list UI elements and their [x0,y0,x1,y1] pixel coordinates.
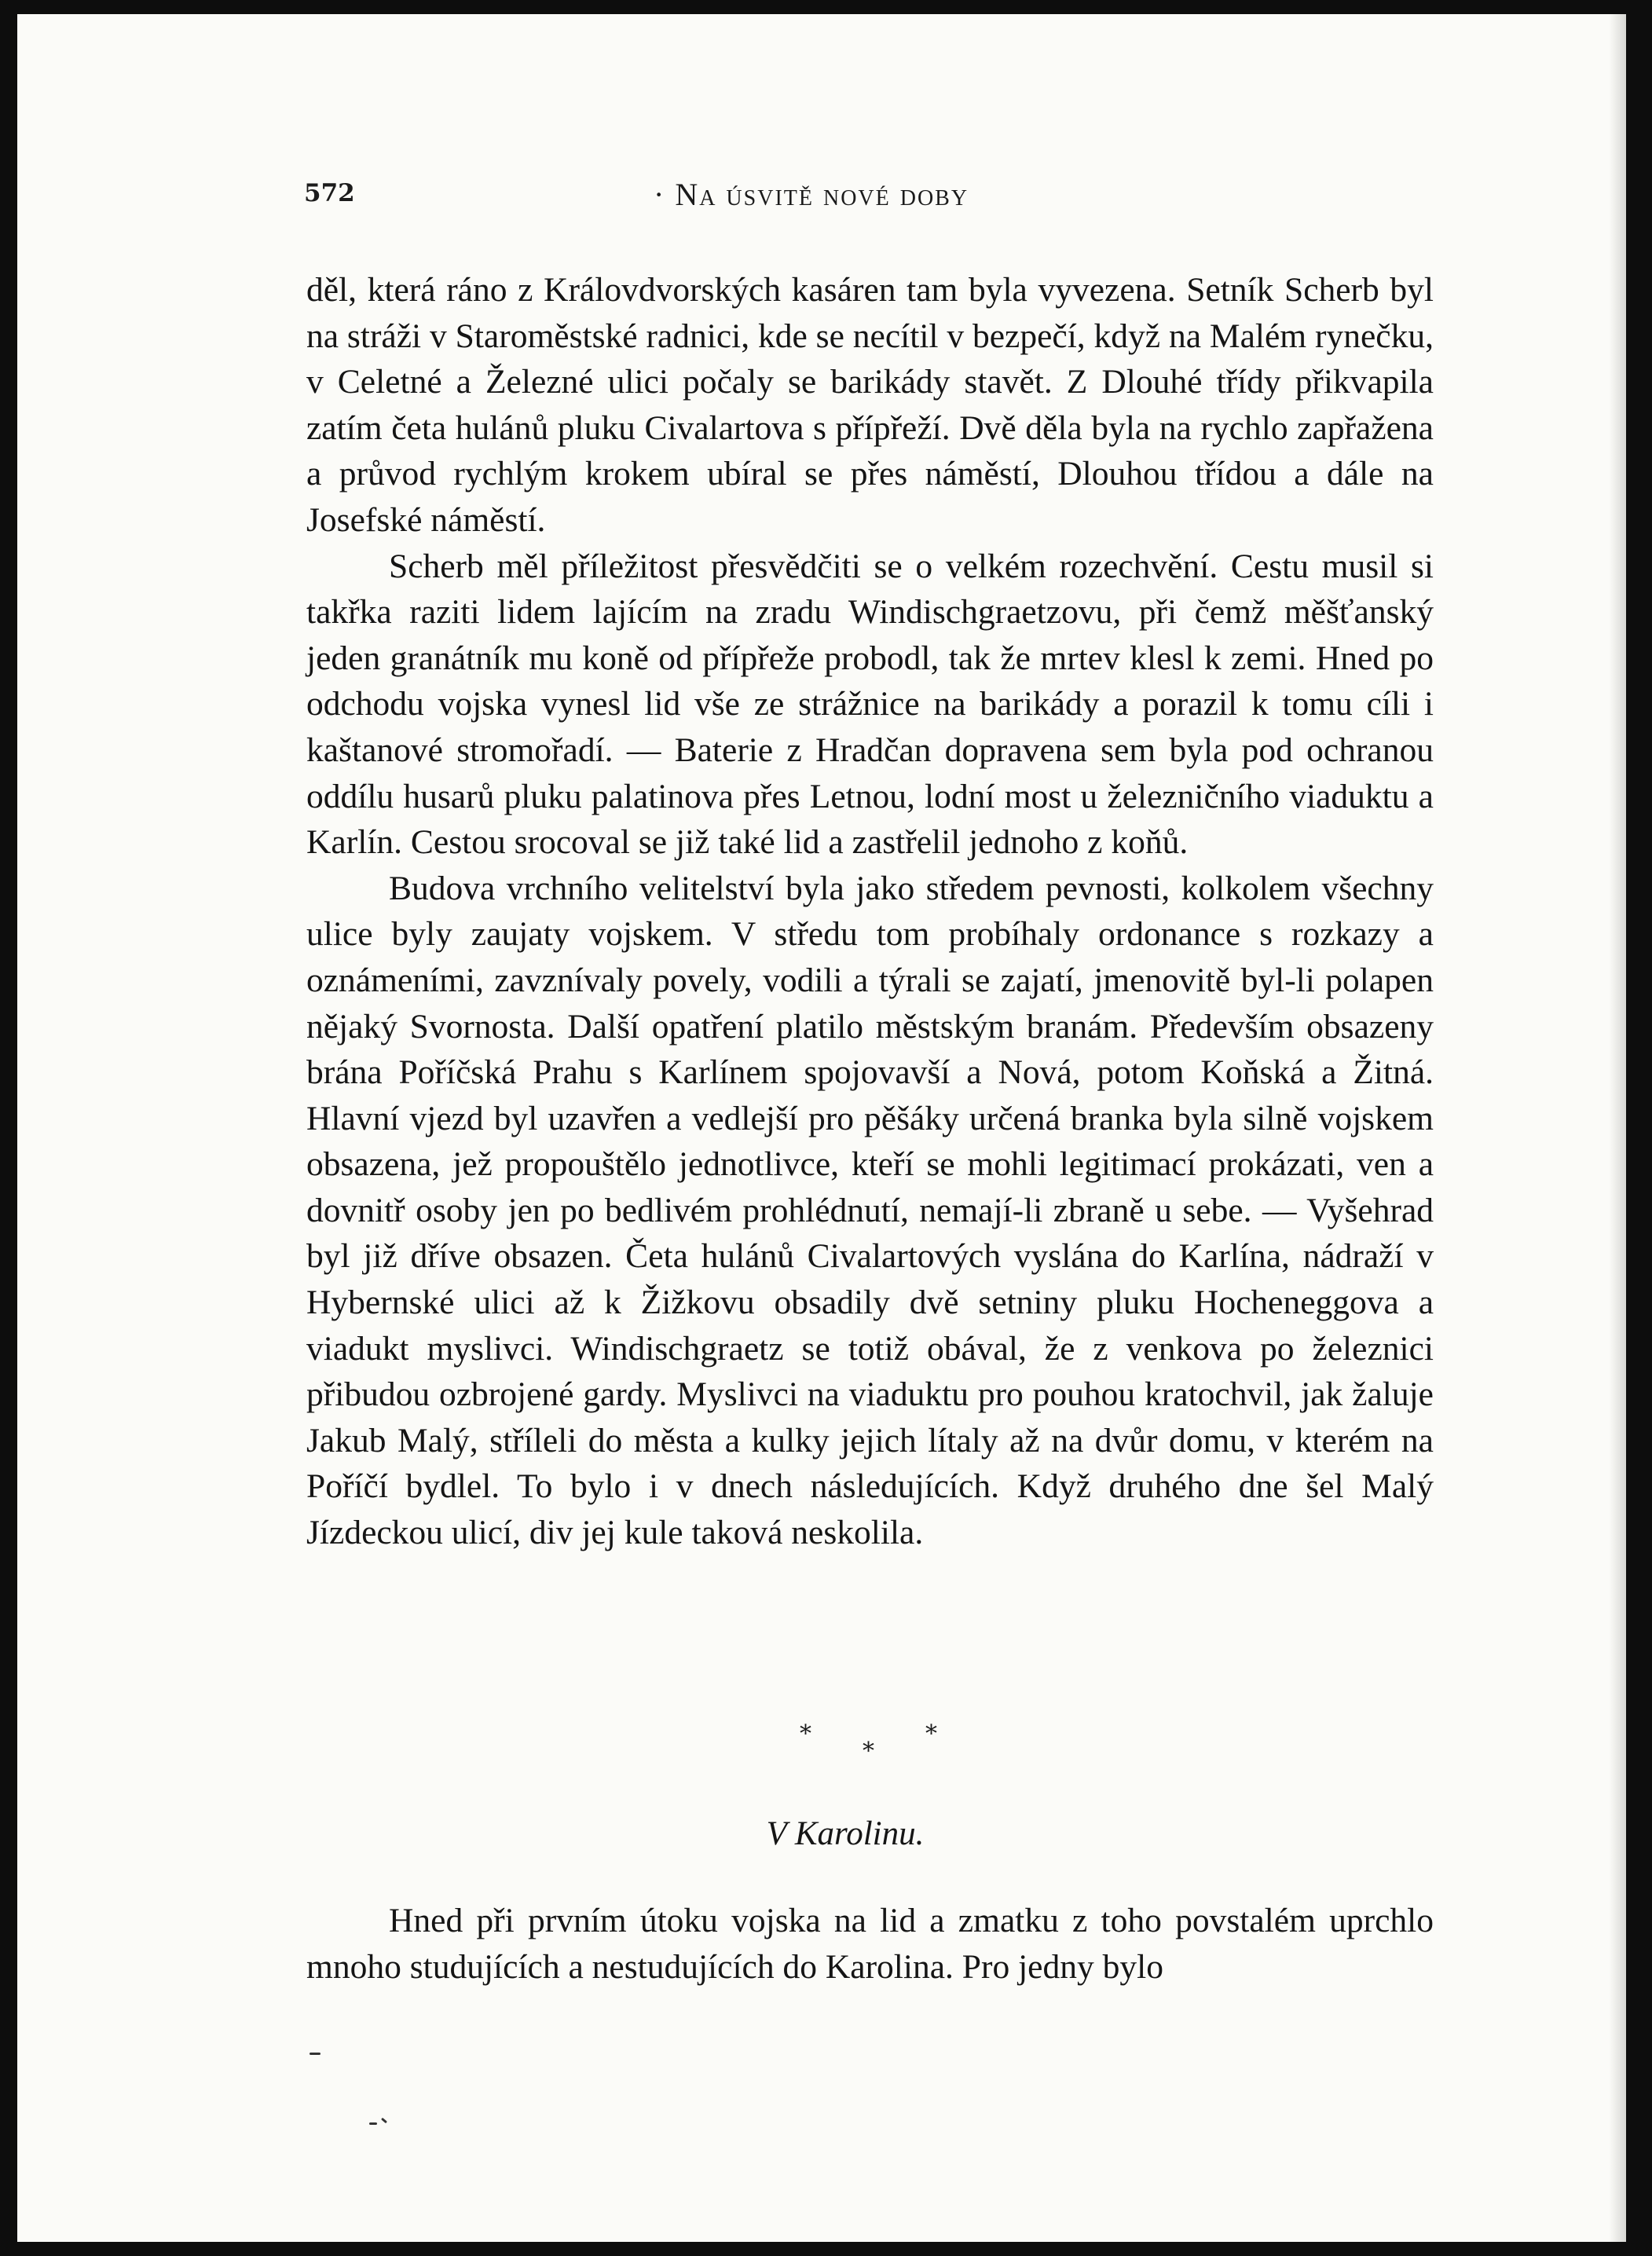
print-speck [381,2118,387,2123]
print-speck [369,2122,377,2125]
page-header [17,179,1626,226]
print-speck [310,2053,321,2055]
section-divider-asterism [771,1720,960,1775]
asterisk: * [925,1720,937,1748]
asterisk: * [863,1738,874,1765]
running-head: · Na úsvitě nové doby [654,177,969,212]
main-text [306,267,1434,1556]
book-page [17,14,1626,2242]
paragraph-2: Scherb měl příležitost přesvědčiti se o velkém rozechvění. Cestu musil si takřka raziti lidem lajícím na zradu Windischgraetzovu, při čemž měšťanský jeden granátník mu koně od přípřeže probodl, tak že mrtev klesl k zemi. Hned po odchodu vojska vynesl lid vše ze strážnice na barikády a porazil k tomu cíli i kaštanové stromořadí. — Baterie z Hradčan dopravena sem byla pod ochranou oddílu husarů pluku palatinova přes Letnou, lodní most u železničního viaduktu a Karlín. Cestou srocoval se již také lid a zastřelil jednoho z koňů. [306,547,1434,862]
section-paragraph: Hned při prvním útoku vojska na lid a zmatku z toho povstalém uprchlo mnoho studujících a nestudujících do Karolina. Pro jedny bylo [306,1902,1434,1986]
paragraph-1: děl, která ráno z Královdvorských kasáren tam byla vyvezena. Setník Scherb byl na stráži v Staroměstské radnici, kde se necítil v bezpečí, když na Malém rynečku, v Celetné a Železné ulici počaly se barikády stavět. Z Dlouhé třídy přikvapila zatím četa hulánů pluku Civalartova s přípřeží. Dvě děla byla na rychlo zapřažena a průvod rychlým krokem ubíral se přes náměstí, Dlouhou třídou a dále na Josefské náměstí. [306,271,1434,539]
page-edge-shadow [1609,14,1626,2242]
section-text [306,1898,1434,1990]
paragraph-3: Budova vrchního velitelství byla jako středem pevnosti, kolkolem všechny ulice byly zaujaty vojskem. V středu tom probíhaly ordonance s rozkazy a oznámeními, zavznívaly povely, vodili a týrali se zajatí, jmenovitě byl-li polapen nějaký Svornosta. Další opatření platilo městským branám. Především obsazeny brána Poříčská Prahu s Karlínem spojovavší a Nová, potom Koňská a Žitná. Hlavní vjezd byl uzavřen a vedlejší pro pěšáky určená branka byla silně vojskem obsazena, jež propouštělo jednotlivce, kteří se mohli legitimací prokázati, ven a dovnitř osoby jen po bedlivém prohlédnutí, nemají-li zbraně u sebe. — Vyšehrad byl již dříve obsazen. Četa hulánů Civalartových vyslána do Karlína, nádraží v Hybernské ulici až k Žižkovu obsadily dvě setniny pluku Hocheneggova a viadukt myslivci. Windischgraetz se totiž obával, že z venkova po železnici přibudou ozbrojené gardy. Myslivci na viaduktu pro pouhou kratochvil, jak žaluje Jakub Malý, stříleli do města a kulky jejich lítaly až na dvůr domu, v kterém na Poříčí bydlel. To bylo i v dnech následujících. Když druhého dne šel Malý Jízdeckou ulicí, div jej kule taková neskolila. [306,869,1434,1552]
asterisk: * [800,1720,811,1748]
section-title: V Karolinu. [766,1815,925,1852]
page-number: 572 [304,179,355,207]
